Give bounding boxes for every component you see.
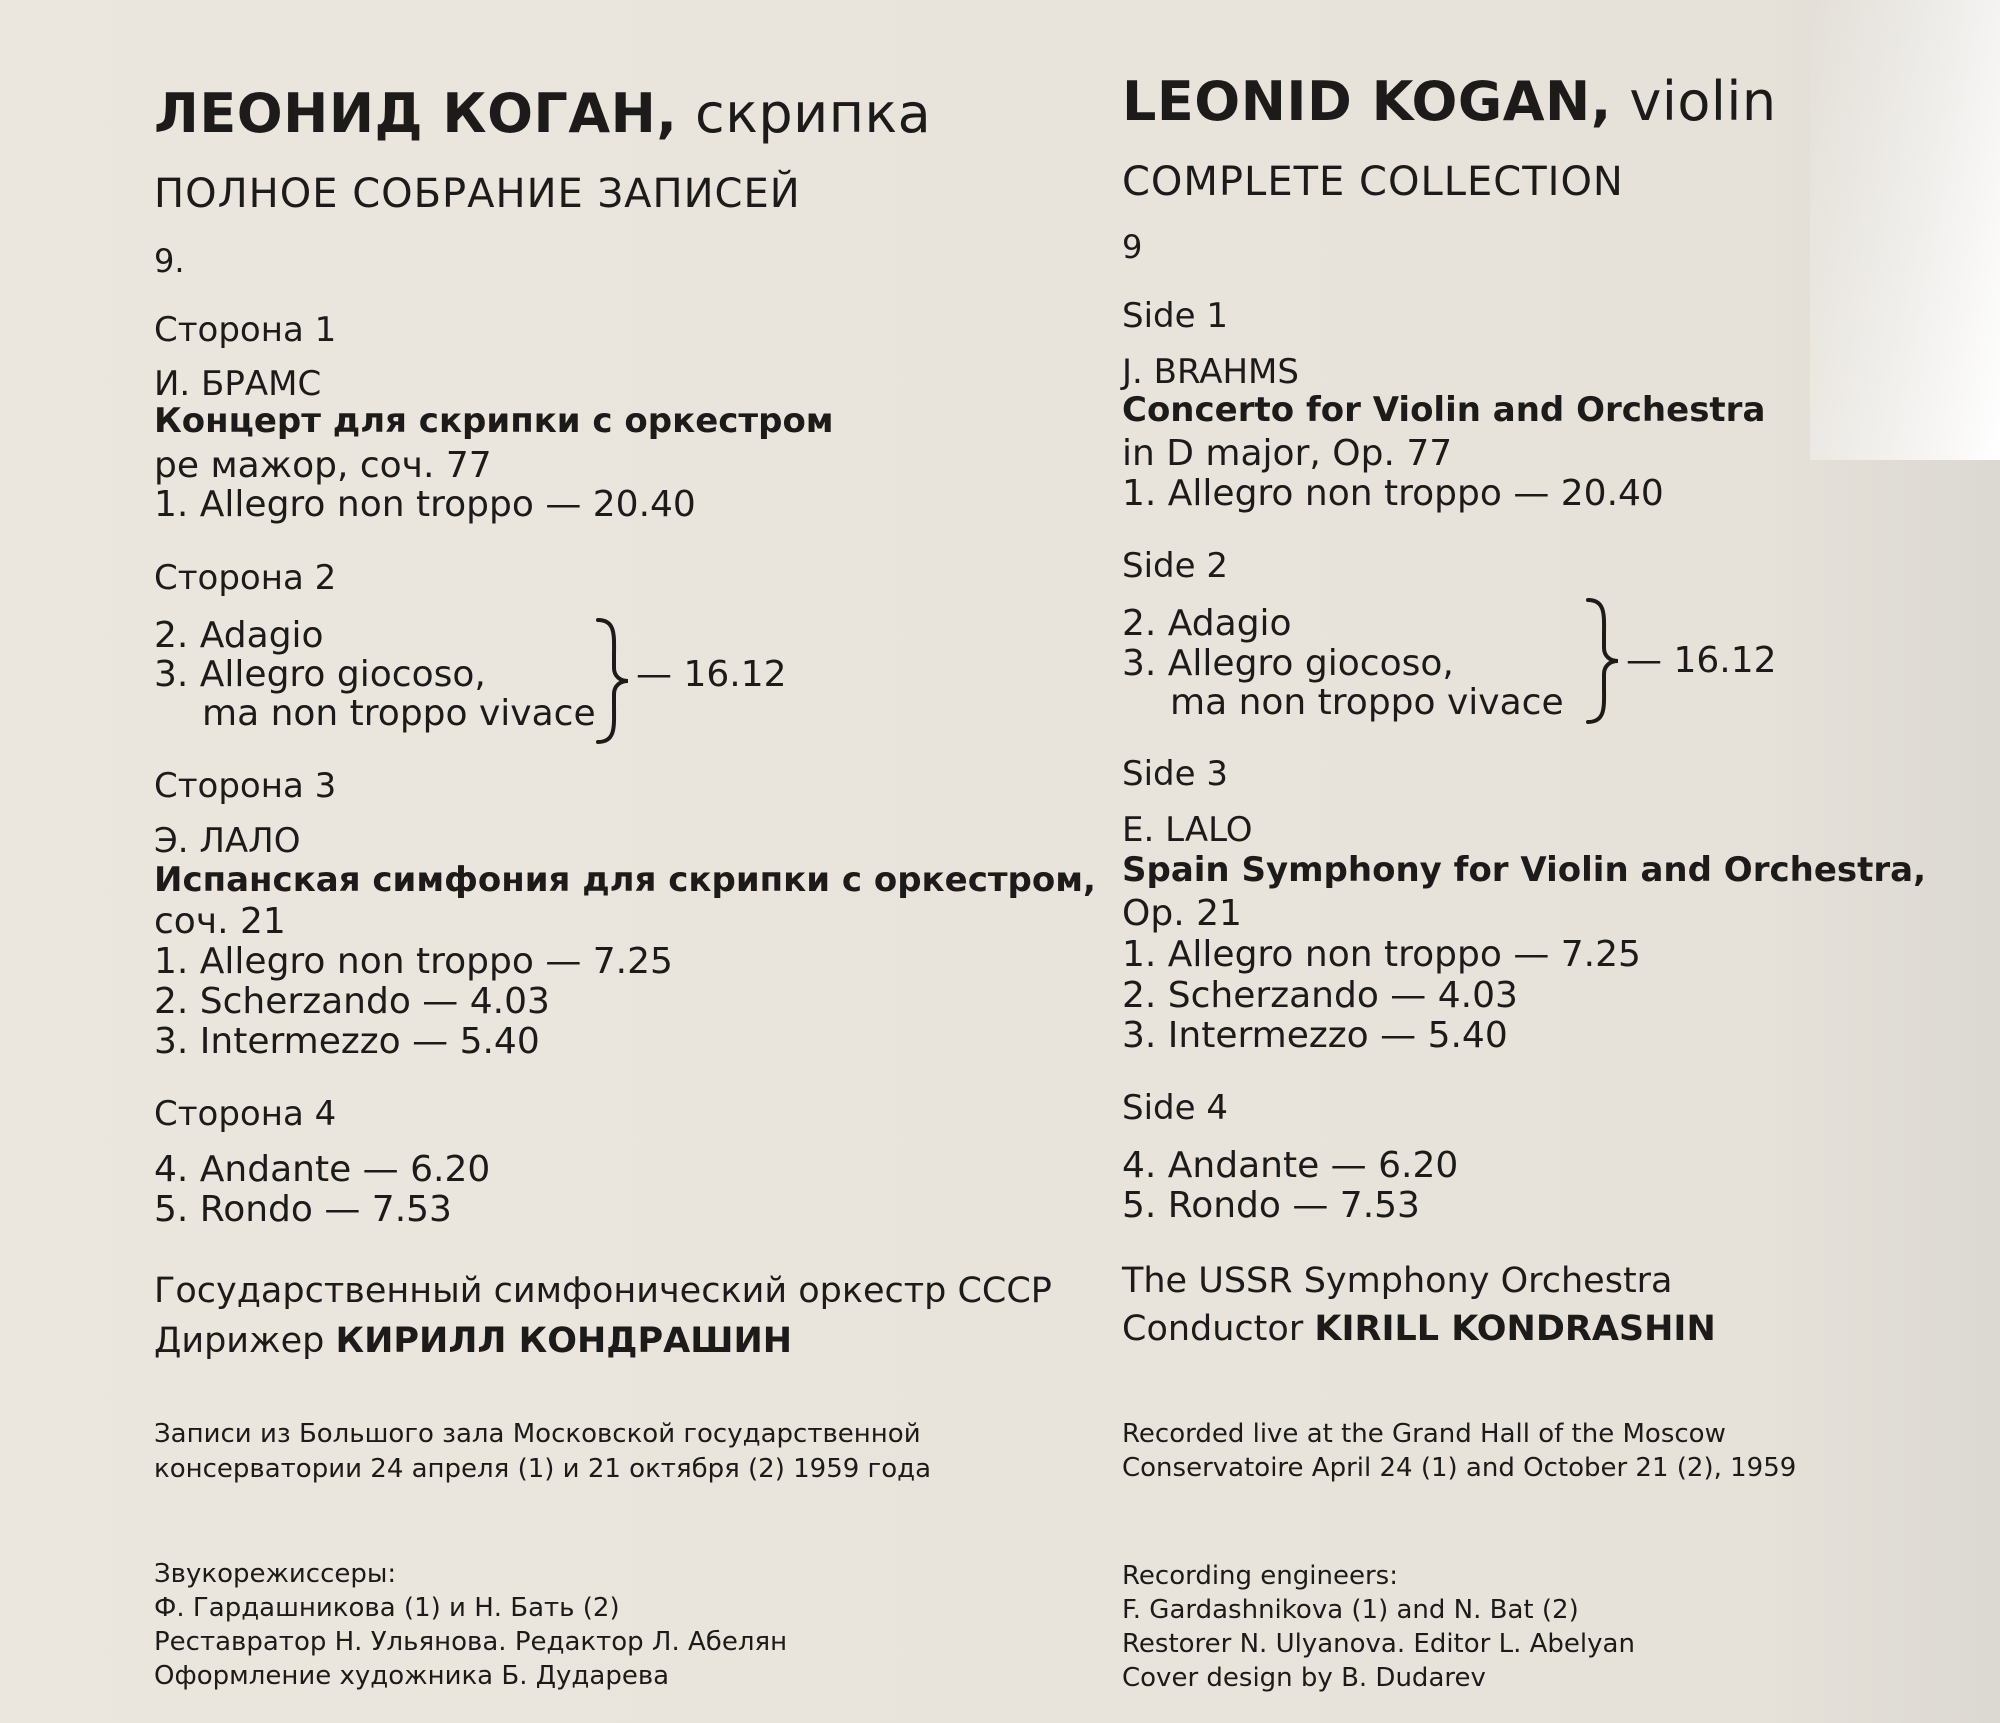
track-item: 5. Rondo — 7.53 (1122, 1185, 1420, 1226)
track-item: 4. Andante — 6.20 (154, 1149, 491, 1190)
work-detail-lalo: Op. 21 (1122, 893, 1242, 934)
recording-note-line-2: Conservatoire April 24 (1) and October 21 (2), 1959 (1122, 1453, 1797, 1483)
volume-number: 9. (154, 242, 185, 280)
conductor-line (1122, 1310, 1716, 1349)
volume-number: 9 (1122, 228, 1143, 266)
credits-line-2: Ф. Гардашникова (1) и Н. Бать (2) (154, 1593, 620, 1623)
conductor-line (154, 1322, 792, 1361)
credits-line-1: Recording engineers: (1122, 1561, 1398, 1591)
work-title-brahms: Концерт для скрипки с оркестром (154, 401, 834, 441)
conductor-name: КИРИЛЛ КОНДРАШИН (335, 1321, 793, 1361)
track-item: 1. Allegro non troppo — 7.25 (154, 941, 673, 982)
track-item: 4. Andante — 6.20 (1122, 1145, 1459, 1186)
track-item: 3. Intermezzo — 5.40 (1122, 1015, 1508, 1056)
side-1-heading: Side 1 (1122, 296, 1228, 336)
composer-brahms: J. BRAHMS (1122, 352, 1299, 392)
side-2-duration: — 16.12 (1626, 640, 1777, 681)
conductor-name: KIRILL KONDRASHIN (1314, 1309, 1716, 1349)
composer-lalo: Э. ЛАЛО (154, 821, 301, 861)
side-3-heading: Сторона 3 (154, 766, 337, 806)
side-4-heading: Сторона 4 (154, 1094, 337, 1134)
collection-subtitle: ПОЛНОЕ СОБРАНИЕ ЗАПИСЕЙ (154, 171, 801, 217)
work-title-lalo: Испанская симфония для скрипки с оркестром, (154, 860, 1096, 900)
track-item: 1. Allegro non troppo — 7.25 (1122, 934, 1641, 975)
track-item: 3. Allegro giocoso, (1122, 643, 1454, 684)
track-item-continued: ma non troppo vivace (202, 693, 596, 734)
work-detail-brahms: ре мажор, соч. 77 (154, 445, 492, 486)
track-item: 2. Adagio (1122, 603, 1292, 644)
track-item: 1. Allegro non troppo — 20.40 (154, 484, 696, 525)
conductor-label: Conductor (1122, 1309, 1315, 1349)
credits-line-4: Оформление художника Б. Дударева (154, 1661, 670, 1691)
side-3-heading: Side 3 (1122, 754, 1228, 794)
side-2-heading: Side 2 (1122, 546, 1228, 586)
conductor-label: Дирижер (154, 1321, 336, 1361)
album-title-ru (154, 84, 931, 143)
side-2-heading: Сторона 2 (154, 558, 337, 598)
side-4-heading: Side 4 (1122, 1088, 1228, 1128)
work-title-lalo: Spain Symphony for Violin and Orchestra, (1122, 850, 1927, 890)
artist-role: violin (1611, 70, 1777, 133)
track-item: 3. Intermezzo — 5.40 (154, 1021, 540, 1062)
recording-note-line-2: консерватории 24 апреля (1) и 21 октября (2) 1959 года (154, 1454, 932, 1484)
collection-subtitle: COMPLETE COLLECTION (1122, 159, 1624, 205)
work-detail-brahms: in D major, Op. 77 (1122, 433, 1453, 474)
album-title-en (1122, 72, 1777, 131)
track-item: 1. Allegro non troppo — 20.40 (1122, 473, 1664, 514)
artist-role: скрипка (677, 82, 932, 145)
work-title-brahms: Concerto for Violin and Orchestra (1122, 390, 1766, 430)
sleeve-edge-glare (1810, 0, 2000, 460)
curly-brace-icon (594, 616, 634, 746)
credits-line-3: Restorer N. Ulyanova. Editor L. Abelyan (1122, 1629, 1635, 1659)
side-1-heading: Сторона 1 (154, 310, 337, 350)
side-2-duration: — 16.12 (636, 654, 787, 695)
artist-name: LEONID KOGAN, (1122, 70, 1612, 133)
composer-brahms: И. БРАМС (154, 364, 322, 404)
track-item: 5. Rondo — 7.53 (154, 1189, 452, 1230)
recording-note-line-1: Записи из Большого зала Московской государственной (154, 1419, 921, 1449)
track-item: 2. Scherzando — 4.03 (154, 981, 550, 1022)
credits-line-1: Звукорежиссеры: (154, 1559, 397, 1589)
orchestra-name: Государственный симфонический оркестр СССР (154, 1271, 1052, 1311)
composer-lalo: E. LALO (1122, 810, 1253, 850)
track-item: 2. Adagio (154, 615, 324, 656)
orchestra-name: The USSR Symphony Orchestra (1122, 1261, 1673, 1301)
curly-brace-icon (1584, 596, 1624, 726)
credits-line-2: F. Gardashnikova (1) and N. Bat (2) (1122, 1595, 1579, 1625)
credits-line-4: Cover design by B. Dudarev (1122, 1663, 1486, 1693)
track-item: 2. Scherzando — 4.03 (1122, 975, 1518, 1016)
track-item-continued: ma non troppo vivace (1170, 682, 1564, 723)
track-item: 3. Allegro giocoso, (154, 654, 486, 695)
credits-line-3: Реставратор Н. Ульянова. Редактор Л. Абелян (154, 1627, 788, 1657)
recording-note-line-1: Recorded live at the Grand Hall of the Moscow (1122, 1419, 1726, 1449)
work-detail-lalo: соч. 21 (154, 901, 286, 942)
artist-name: ЛЕОНИД КОГАН, (154, 82, 678, 145)
